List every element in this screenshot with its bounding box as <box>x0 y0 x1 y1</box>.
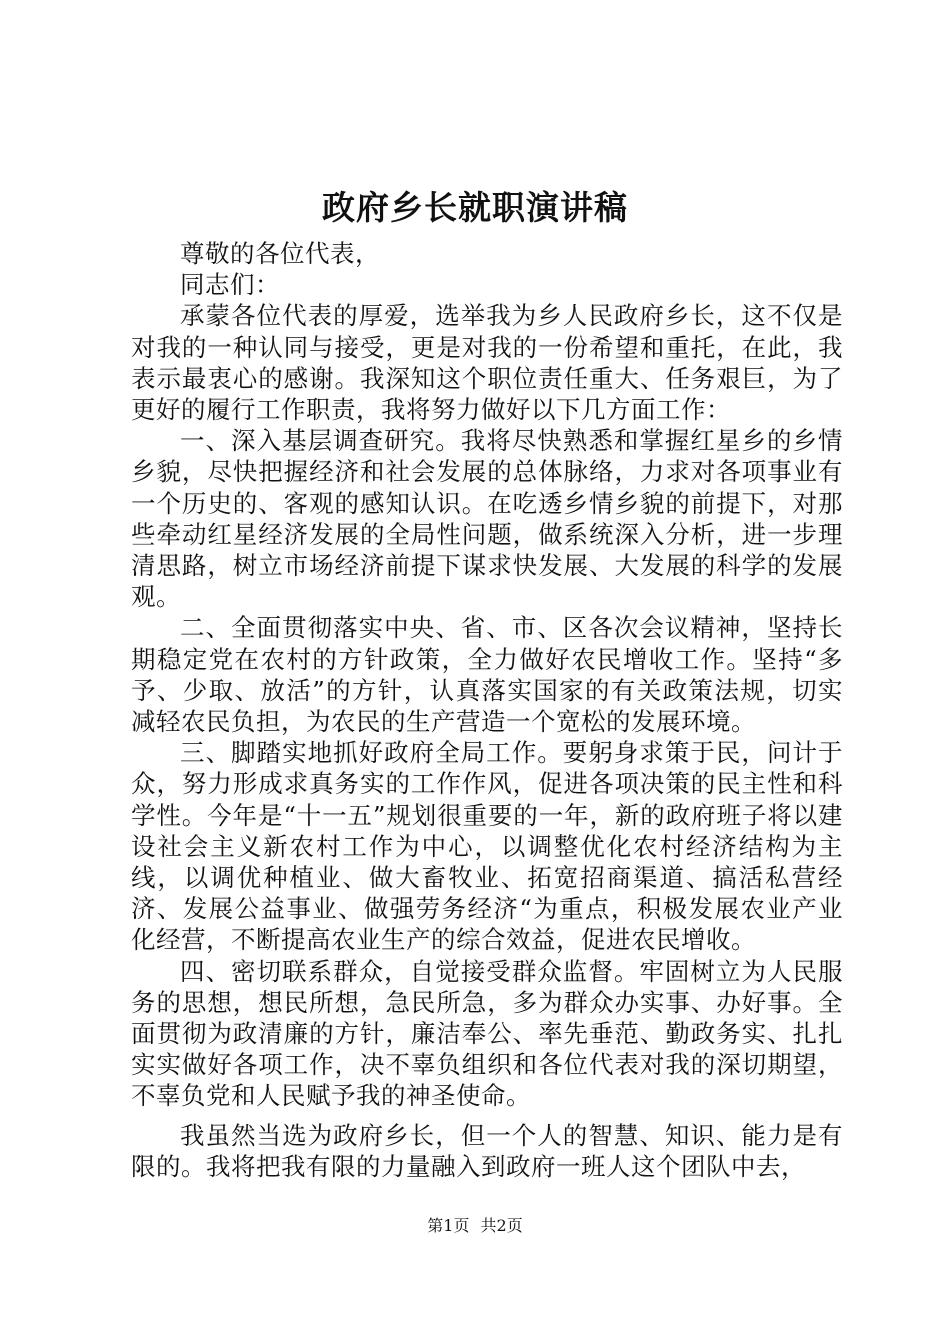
document-title: 政府乡长就职演讲稿 <box>322 188 628 227</box>
body-paragraph: 二、全面贯彻落实中央、省、市、区各次会议精神，坚持长期稳定党在农村的方针政策，全力做好农民增收工作。坚持“多予、少取、放活”的方针，认真落实国家的有关政策法规，切实减轻农民负担，为农民的生产营造一个宽松的发展环境。 <box>131 613 843 737</box>
salutation-line: 同志们： <box>180 270 280 300</box>
body-paragraph: 我虽然当选为政府乡长，但一个人的智慧、知识、能力是有限的。我将把我有限的力量融入到政府一班人这个团队中去， <box>131 1120 843 1181</box>
page-footer <box>0 1215 950 1237</box>
page-number-current: 第1页 <box>427 1216 470 1235</box>
body-paragraph: 三、脚踏实地抓好政府全局工作。要躬身求策于民，问计于众，努力形成求真务实的工作作风，促进各项决策的民主性和科学性。今年是“十一五”规划很重要的一年，新的政府班子将以建设社会主义新农村工作为中心，以调整优化农村经济结构为主线，以调优种植业、做大畜牧业、拓宽招商渠道、搞活私营经济、发展公益事业、做强劳务经济“为重点，积极发展农业产业化经营，不断提高农业生产的综合效益，促进农民增收。 <box>131 738 843 955</box>
body-paragraph: 一、深入基层调查研究。我将尽快熟悉和掌握红星乡的乡情乡貌，尽快把握经济和社会发展的总体脉络，力求对各项事业有一个历史的、客观的感知认识。在吃透乡情乡貌的前提下，对那些牵动红星经济发展的全局性问题，做系统深入分析，进一步理清思路，树立市场经济前提下谋求快发展、大发展的科学的发展观。 <box>131 426 843 612</box>
body-paragraph: 承蒙各位代表的厚爱，选举我为乡人民政府乡长，这不仅是对我的一种认同与接受，更是对我的一份希望和重托，在此，我表示最衷心的感谢。我深知这个职位责任重大、任务艰巨，为了更好的履行工作职责，我将努力做好以下几方面工作： <box>131 301 843 425</box>
document-body <box>131 238 843 1182</box>
page-number-total: 共2页 <box>480 1216 523 1235</box>
salutation-line: 尊敬的各位代表， <box>180 239 380 268</box>
body-paragraph: 四、密切联系群众，自觉接受群众监督。牢固树立为人民服务的思想，想民所想，急民所急，多为群众办实事、办好事。全面贯彻为政清廉的方针，廉洁奉公、率先垂范、勤政务实、扎扎实实做好各项工作，决不辜负组织和各位代表对我的深切期望，不辜负党和人民赋予我的神圣使命。 <box>131 956 843 1111</box>
